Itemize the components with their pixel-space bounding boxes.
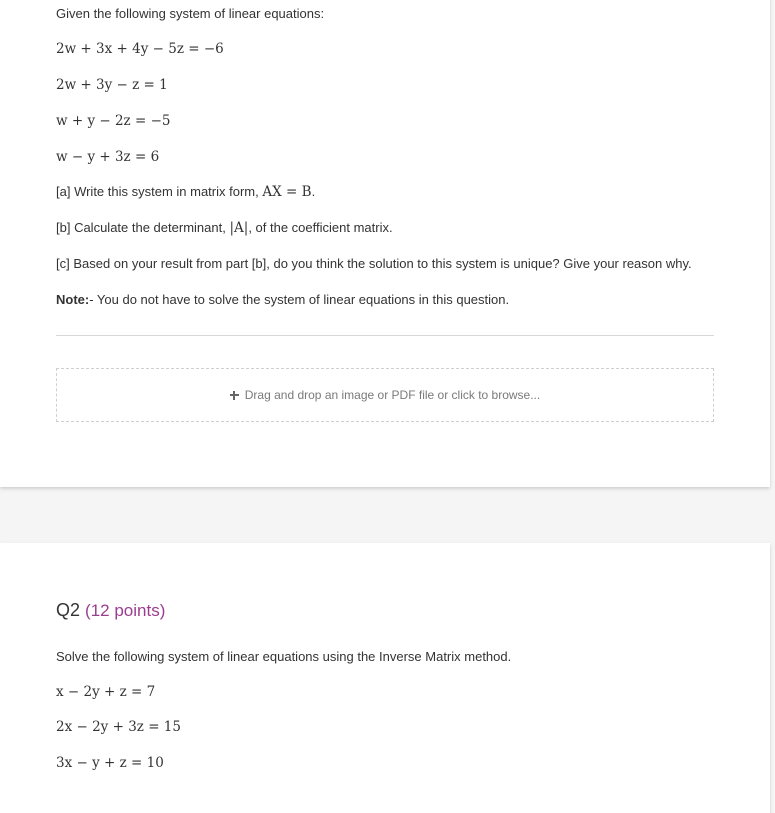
- part-a: [56, 183, 315, 201]
- question-2-intro: Solve the following system of linear equations using the Inverse Matrix method.: [56, 649, 512, 664]
- plus-icon: [230, 391, 239, 400]
- note-text: - You do not have to solve the system of linear equations in this question.: [89, 292, 510, 307]
- q2-equation-2: 2x − 2y + 3z = 15: [56, 719, 181, 735]
- dropzone-text: Drag and drop an image or PDF file or click to browse...: [244, 388, 541, 402]
- note: [56, 291, 509, 309]
- note-label: Note:: [56, 292, 90, 307]
- question-2-title: [56, 600, 165, 621]
- question-1-intro: Given the following system of linear equations:: [56, 6, 325, 21]
- divider: [56, 335, 714, 336]
- part-b-math: |A|: [229, 220, 249, 236]
- equation-3: w + y − 2z = −5: [56, 113, 171, 129]
- part-b-text: [b] Calculate the determinant,: [56, 220, 226, 235]
- part-a-text: [a] Write this system in matrix form,: [56, 184, 259, 199]
- q2-equation-1: x − 2y + z = 7: [56, 684, 156, 700]
- part-b: [56, 219, 393, 237]
- file-dropzone[interactable]: [56, 368, 714, 422]
- equation-4: w − y + 3z = 6: [56, 149, 160, 165]
- question-2-points: (12 points): [85, 601, 166, 620]
- equation-2: 2w + 3y − z = 1: [56, 77, 168, 93]
- question-2-label: Q2: [56, 600, 81, 620]
- part-a-math: AX = B: [262, 184, 312, 200]
- question-2-card: [0, 543, 770, 813]
- part-b-suffix: , of the coefficient matrix.: [248, 220, 393, 235]
- equation-1: 2w + 3x + 4y − 5z = −6: [56, 41, 224, 57]
- part-a-suffix: .: [311, 184, 316, 199]
- part-c: [c] Based on your result from part [b], do you think the solution to this system is unique? Give your reason why.: [56, 256, 692, 271]
- q2-equation-3: 3x − y + z = 10: [56, 755, 164, 771]
